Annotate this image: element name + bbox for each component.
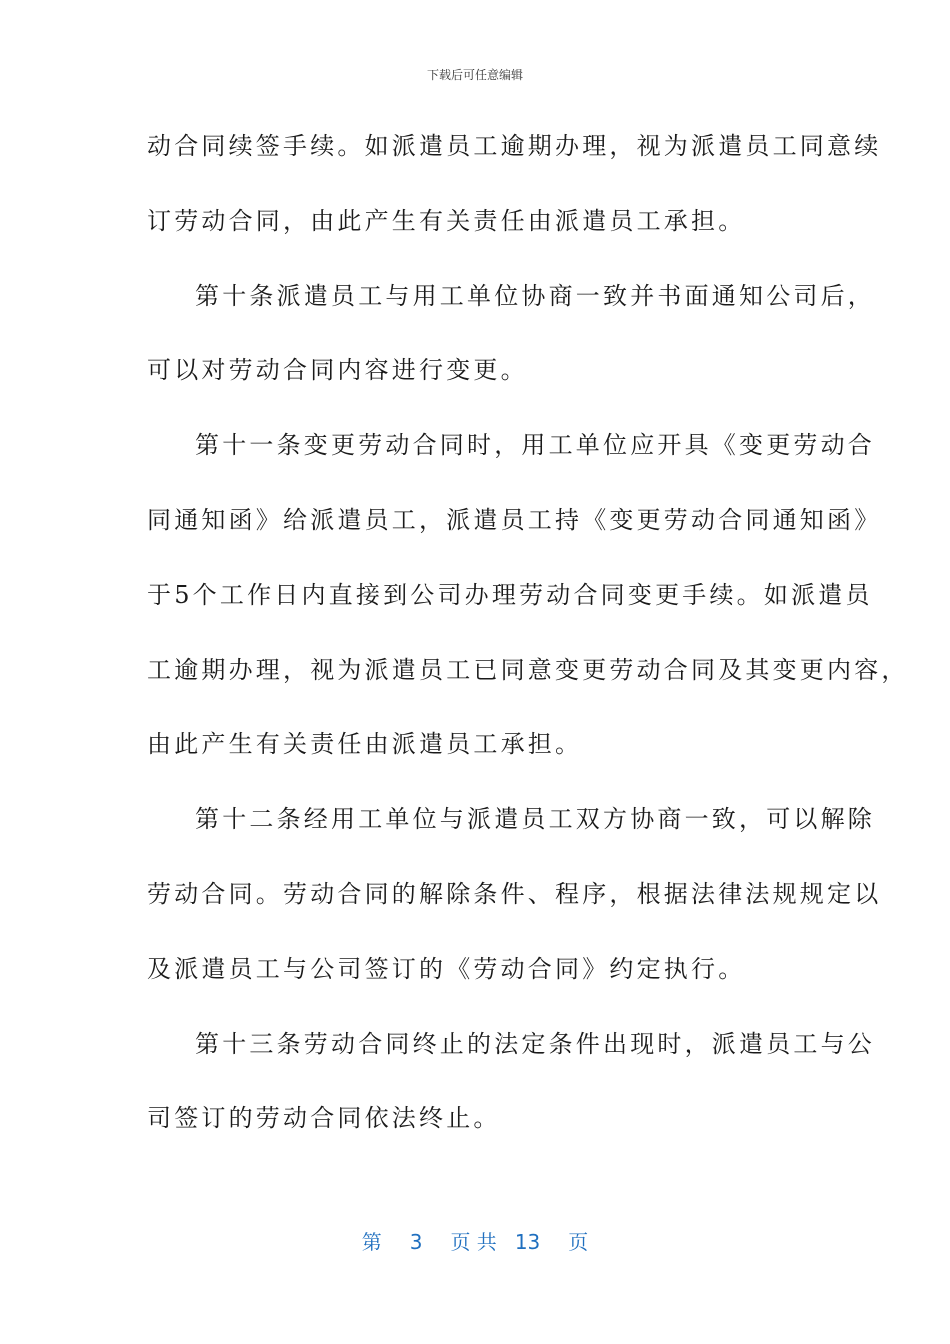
text-line: 及派遣员工与公司签订的《劳动合同》约定执行。 xyxy=(147,954,746,983)
text-line: 司签订的劳动合同依法终止。 xyxy=(147,1104,501,1133)
document-body xyxy=(147,120,909,1167)
page-number-footer xyxy=(0,1226,950,1255)
article-13-line: 第十三条劳动合同终止的法定条件出现时，派遣员工与公 xyxy=(195,1029,875,1058)
text-line: 可以对劳动合同内容进行变更。 xyxy=(147,356,528,385)
text-line: 同通知函》给派遣员工，派遣员工持《变更劳动合同通知函》 xyxy=(147,505,882,534)
article-12-line: 第十二条经用工单位与派遣员工双方协商一致，可以解除 xyxy=(195,805,875,834)
article-11-line: 第十一条变更劳动合同时，用工单位应开具《变更劳动合 xyxy=(195,431,875,460)
page-suffix: 页 xyxy=(568,1230,589,1254)
text-line: 于5个工作日内直接到公司办理劳动合同变更手续。如派遣员 xyxy=(147,580,873,609)
text-line: 订劳动合同，由此产生有关责任由派遣员工承担。 xyxy=(147,206,746,235)
text-line: 由此产生有关责任由派遣员工承担。 xyxy=(147,730,583,759)
page-of-label: 页 共 xyxy=(450,1230,497,1254)
text-line: 劳动合同。劳动合同的解除条件、程序，根据法律法规规定以 xyxy=(147,879,882,908)
total-pages-number: 13 xyxy=(514,1230,541,1254)
text-line: 工逾期办理，视为派遣员工已同意变更劳动合同及其变更内容， xyxy=(147,655,909,684)
current-page-number: 3 xyxy=(409,1230,423,1254)
article-10-line: 第十条派遣员工与用工单位协商一致并书面通知公司后， xyxy=(195,281,875,310)
text-line: 动合同续签手续。如派遣员工逾期办理，视为派遣员工同意续 xyxy=(147,132,882,160)
page-prefix: 第 xyxy=(361,1230,382,1254)
page-header-note: 下载后可任意编辑 xyxy=(426,68,523,82)
